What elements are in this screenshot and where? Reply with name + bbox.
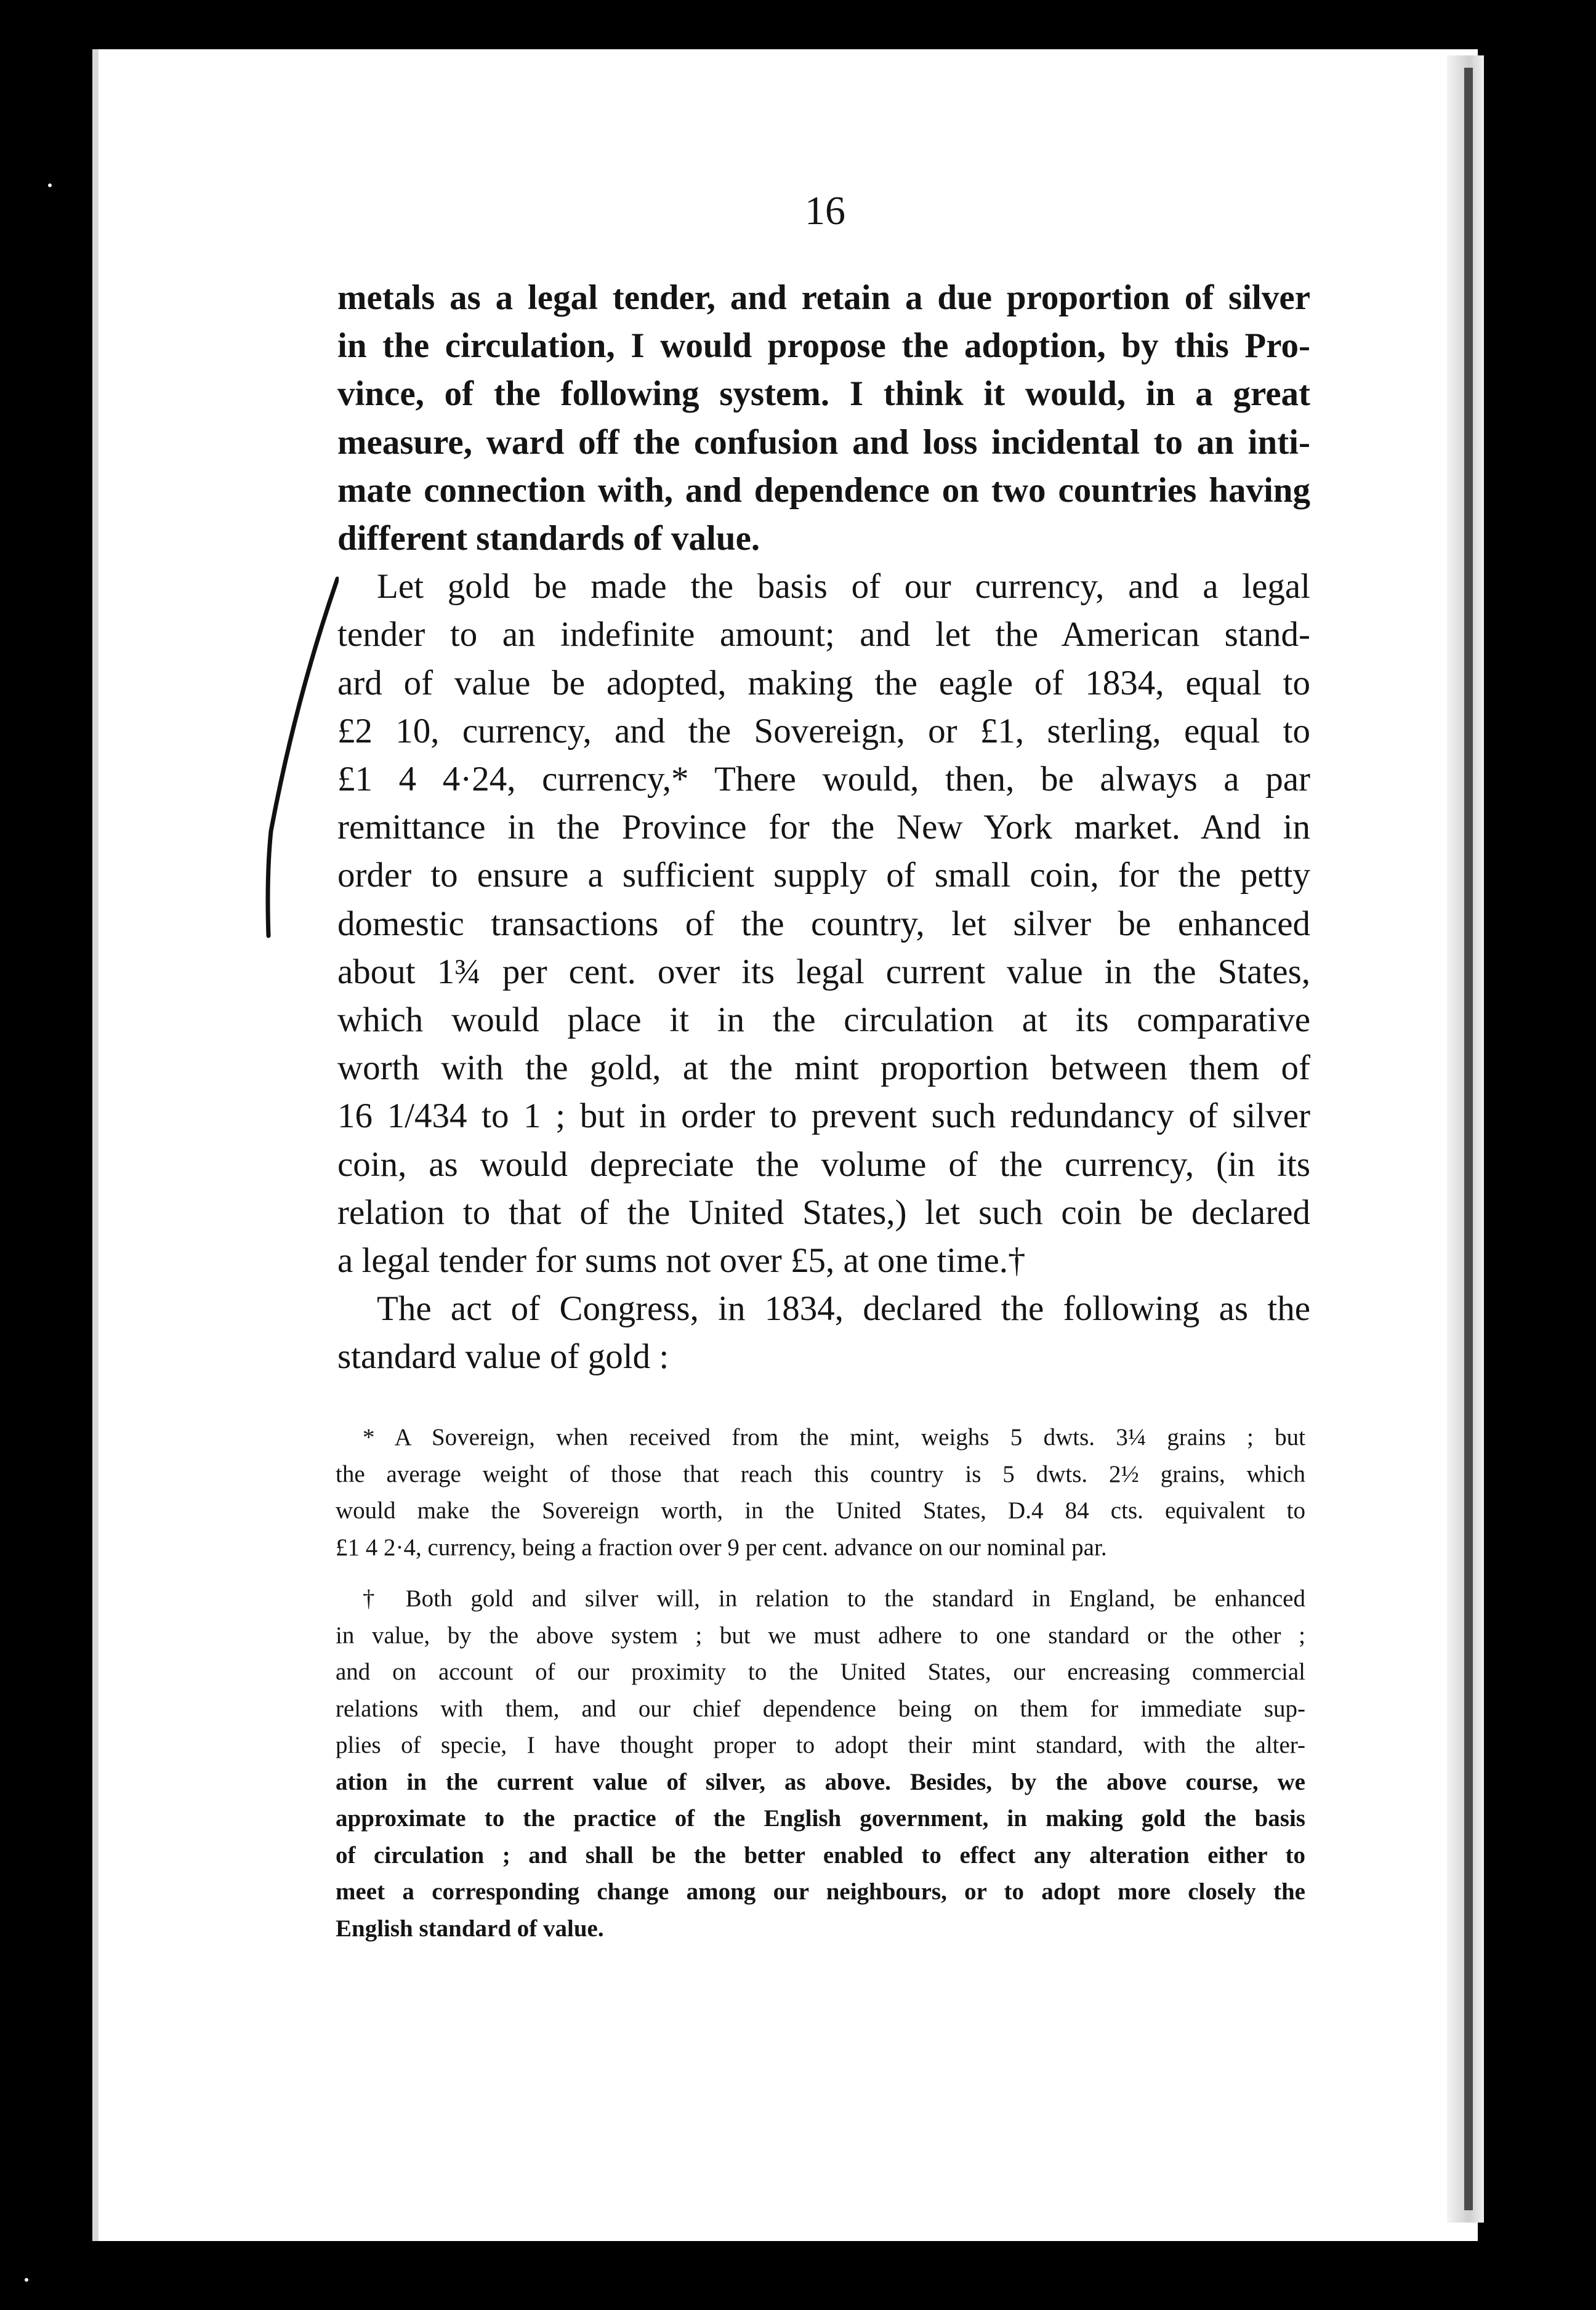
scan-speck xyxy=(25,2278,28,2282)
footnote-line: approximate to the practice of the English government, in making gold the basis xyxy=(336,1805,1305,1832)
text-line: domestic transactions of the country, let silver be enhanced xyxy=(337,904,1310,943)
text-line: Let gold be made the basis of our currency, and a legal xyxy=(377,567,1310,606)
text-line: worth with the gold, at the mint proportion between them of xyxy=(337,1048,1310,1088)
paragraph-2 xyxy=(337,563,1310,1285)
text-line: a legal tender for sums not over £5, at one time.† xyxy=(337,1241,1026,1281)
footnote-line: and on account of our proximity to the United States, our encreasing commercial xyxy=(336,1659,1305,1685)
footnote-line: £1 4 2·4, currency, being a fraction over 9 per cent. advance on our nominal par. xyxy=(336,1534,1107,1561)
text-line: measure, ward off the confusion and loss incidental to an inti- xyxy=(337,422,1310,462)
text-line: vince, of the following system. I think it would, in a great xyxy=(337,374,1310,414)
scan-speck xyxy=(48,183,52,187)
text-line: The act of Congress, in 1834, declared the following as the xyxy=(377,1289,1310,1329)
footnote-line: † Both gold and silver will, in relation to the standard in England, be enhanced xyxy=(363,1585,1305,1612)
footnote-line: relations with them, and our chief dependence being on them for immediate sup- xyxy=(336,1695,1305,1722)
footnote-dagger xyxy=(336,1580,1305,1947)
text-line: metals as a legal tender, and retain a due proportion of silver xyxy=(337,278,1310,317)
text-line: about 1¾ per cent. over its legal current value in the States, xyxy=(337,952,1310,991)
paragraph-3 xyxy=(337,1285,1310,1381)
main-text xyxy=(337,274,1310,1382)
text-line: £1 4 4·24, currency,* There would, then, be always a par xyxy=(337,760,1310,799)
footnote-line: * A Sovereign, when received from the mint, weighs 5 dwts. 3¼ grains ; but xyxy=(363,1424,1305,1451)
text-line: ard of value be adopted, making the eagle of 1834, equal to xyxy=(337,663,1310,702)
footnote-line: the average weight of those that reach this country is 5 dwts. 2½ grains, which xyxy=(336,1460,1305,1487)
text-line: mate connection with, and dependence on two countries having xyxy=(337,470,1310,510)
page-number: 16 xyxy=(805,188,845,233)
text-line: coin, as would depreciate the volume of the currency, (in its xyxy=(337,1145,1310,1184)
binding-edge xyxy=(1464,68,1473,2210)
text-line: which would place it in the circulation at its comparative xyxy=(337,1000,1310,1040)
text-line: remittance in the Province for the New York market. And in xyxy=(337,808,1310,847)
text-line: relation to that of the United States,) let such coin be declared xyxy=(337,1193,1310,1232)
footnote-line: ation in the current value of silver, as above. Besides, by the above course, we xyxy=(336,1768,1305,1795)
text-line: standard value of gold : xyxy=(337,1337,669,1377)
footnotes xyxy=(336,1419,1305,1962)
text-line: order to ensure a sufficient supply of small coin, for the petty xyxy=(337,856,1310,895)
footnote-line: English standard of value. xyxy=(336,1915,604,1942)
margin-bracket-mark xyxy=(265,573,339,942)
text-line: in the circulation, I would propose the adoption, by this Pro- xyxy=(337,326,1310,366)
footnote-asterisk xyxy=(336,1419,1305,1566)
text-line: different standards of value. xyxy=(337,519,760,558)
text-line: 16 1/434 to 1 ; but in order to prevent such redundancy of silver xyxy=(337,1097,1310,1136)
text-line: tender to an indefinite amount; and let the American stand- xyxy=(337,615,1310,654)
footnote-line: plies of specie, I have thought proper to adopt their mint standard, with the alter- xyxy=(336,1732,1305,1758)
text-line: £2 10, currency, and the Sovereign, or £1, sterling, equal to xyxy=(337,711,1310,751)
footnote-line: in value, by the above system ; but we must adhere to one standard or the other ; xyxy=(336,1622,1305,1649)
paragraph-1 xyxy=(337,274,1310,563)
footnote-line: meet a corresponding change among our neighbours, or to adopt more closely the xyxy=(336,1878,1305,1905)
footnote-line: of circulation ; and shall be the better enabled to effect any alteration either to xyxy=(336,1841,1305,1869)
footnote-line: would make the Sovereign worth, in the United States, D.4 84 cts. equivalent to xyxy=(336,1497,1305,1524)
